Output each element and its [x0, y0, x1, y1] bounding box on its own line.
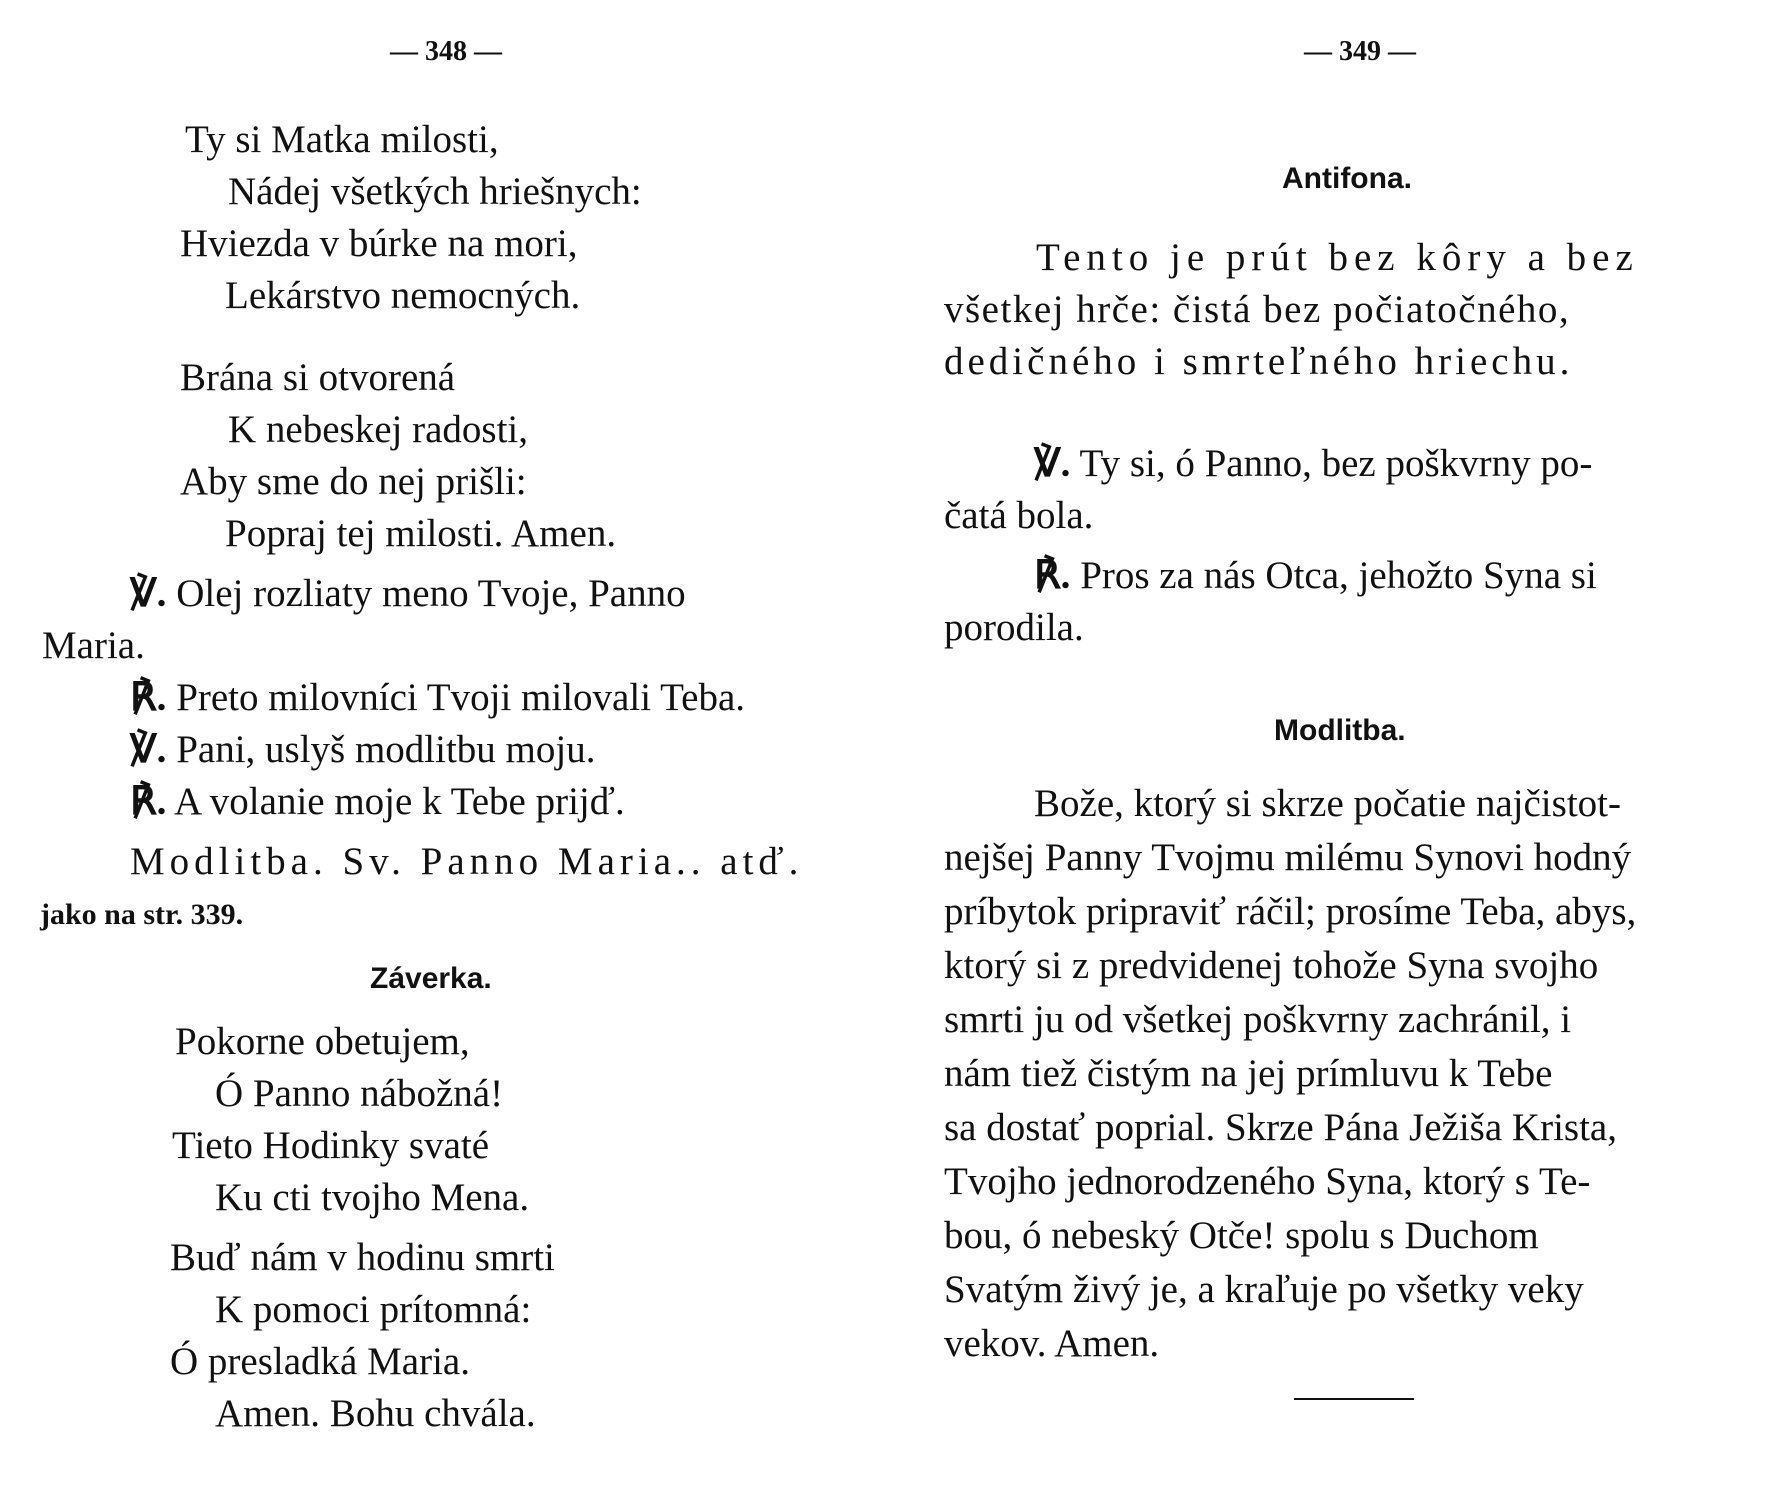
response-continuation: porodila.	[944, 606, 1084, 649]
verse-line: Buď nám v hodinu smrti	[170, 1236, 555, 1279]
prayer-heading: Modlitba.	[1274, 714, 1406, 747]
response-mark: ℟.	[130, 780, 167, 823]
versicle-text: Olej rozliaty meno Tvoje, Panno	[176, 572, 686, 615]
verse-line: Brána si otvorená	[180, 356, 456, 399]
verse-line: K nebeskej radosti,	[228, 408, 529, 451]
antiphon-heading: Antifona.	[1282, 162, 1412, 195]
response-text: Pros za nás Otca, jehožto Syna si	[1080, 554, 1597, 597]
versicle-line	[130, 574, 686, 613]
prayer-reference: Modlitba. Sv. Panno Maria.. atď.	[130, 840, 804, 883]
end-rule	[1294, 1398, 1414, 1400]
verse-line: Lekárstvo nemocných.	[225, 274, 581, 317]
verse-line: Hviezda v búrke na mori,	[180, 222, 578, 265]
versicle-mark: ℣.	[130, 728, 167, 771]
closing-heading: Záverka.	[370, 962, 492, 995]
response-mark: ℟.	[130, 676, 167, 719]
prayer-line: vekov. Amen.	[944, 1322, 1160, 1365]
versicle-continuation: Maria.	[42, 624, 145, 667]
versicle-continuation: čatá bola.	[944, 494, 1094, 537]
response-line	[1034, 556, 1597, 595]
verse-line: Ku cti tvojho Mena.	[215, 1176, 530, 1219]
page-number-349: — 349 —	[1304, 36, 1416, 67]
right-page	[894, 0, 1788, 1500]
verse-line: Ó Panno nábožná!	[215, 1072, 504, 1115]
verse-line: Amen. Bohu chvála.	[215, 1392, 536, 1435]
versicle-line	[1034, 444, 1592, 483]
response-mark: ℟.	[1034, 554, 1071, 597]
antiphon-line: všetkej hrče: čistá bez počiatočného,	[944, 288, 1571, 331]
page-number-348: — 348 —	[390, 36, 502, 67]
versicle-text: Ty si, ó Panno, bez poškvrny po-	[1079, 442, 1593, 485]
verse-line: Aby sme do nej prišli:	[180, 460, 527, 503]
prayer-line: smrti ju od všetkej poškvrny zachránil, i	[944, 998, 1572, 1041]
prayer-line: Tvojho jednorodzeného Syna, ktorý s Te-	[944, 1160, 1591, 1203]
verse-line: Nádej všetkých hriešnych:	[228, 170, 642, 213]
verse-line: Pokorne obetujem,	[175, 1020, 470, 1063]
versicle-text: Pani, uslyš modlitbu moju.	[176, 728, 596, 771]
verse-line: Popraj tej milosti. Amen.	[225, 512, 617, 555]
versicle-mark: ℣.	[1034, 442, 1071, 485]
prayer-line: nejšej Panny Tvojmu milému Synovi hodný	[944, 836, 1632, 879]
verse-line: Ty si Matka milosti,	[185, 118, 499, 161]
versicle-line	[130, 730, 595, 769]
response-line	[130, 678, 745, 717]
verse-line: Ó presladká Maria.	[170, 1340, 470, 1383]
response-text: Preto milovníci Tvoji milovali Teba.	[176, 676, 746, 719]
prayer-line: ktorý si z predvidenej tohože Syna svojho	[944, 944, 1599, 987]
versicle-mark: ℣.	[130, 572, 167, 615]
antiphon-line: dedičného i smrteľného hriechu.	[944, 340, 1574, 383]
prayer-reference-page: jako na str. 339.	[40, 898, 244, 931]
prayer-line: nám tiež čistým na jej prímluvu k Tebe	[944, 1052, 1553, 1095]
response-line	[130, 782, 625, 821]
verse-line: Tieto Hodinky svaté	[172, 1124, 490, 1167]
antiphon-line: Tento je prút bez kôry a bez	[1036, 236, 1639, 279]
prayer-line: príbytok pripraviť ráčil; prosíme Teba, abys,	[944, 890, 1637, 933]
prayer-line: Svatým živý je, a kraľuje po všetky veky	[944, 1268, 1584, 1311]
prayer-line: sa dostať poprial. Skrze Pána Ježiša Krista,	[944, 1106, 1617, 1149]
response-text: A volanie moje k Tebe prijď.	[174, 780, 625, 823]
prayer-line: bou, ó nebeský Otče! spolu s Duchom	[944, 1214, 1539, 1257]
verse-line: K pomoci prítomná:	[215, 1288, 532, 1331]
prayer-line: Bože, ktorý si skrze počatie najčistot-	[1034, 782, 1621, 825]
